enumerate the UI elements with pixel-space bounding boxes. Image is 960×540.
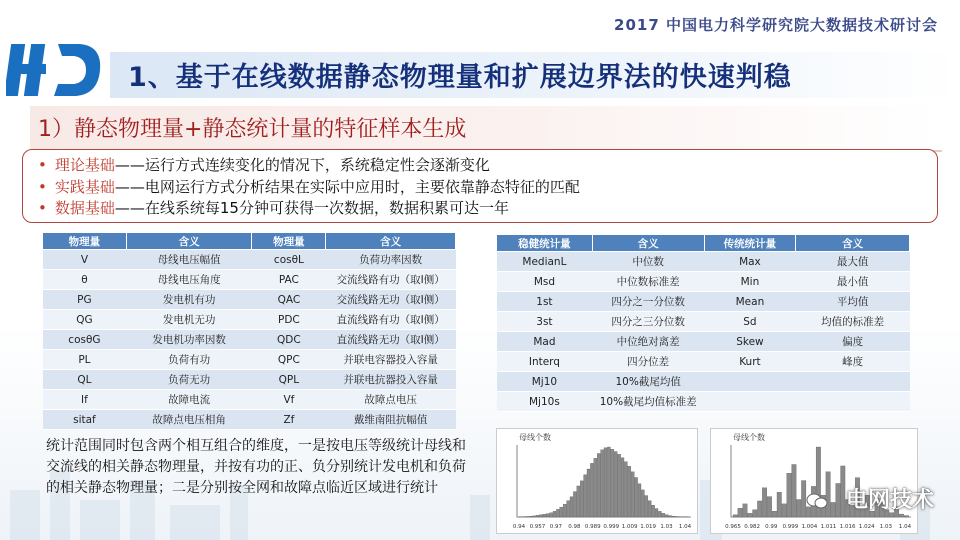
histogram-bar [669,516,672,517]
table-row [43,410,456,430]
table-cell: QG [43,310,127,330]
histogram-bar [658,511,661,517]
histogram-2 [710,428,918,534]
histogram-bar [672,516,675,517]
histogram-bar [580,481,583,517]
histogram-bar [550,513,553,517]
basis-text: ——在线系统每15分钟可获得一次数据，数据积累可达一年 [114,199,509,217]
table-cell: QL [43,370,127,390]
x-tick-label: 0.989 [584,524,601,530]
table-header: 含义 [796,235,910,252]
table-cell: θ [43,270,127,290]
table-header: 传统统计量 [704,235,796,252]
table-cell: Kurt [704,352,796,372]
x-tick-label: 0.97 [549,524,563,530]
histogram-bar [573,492,576,517]
table-cell: 发电机功率因数 [126,330,252,350]
histogram-bar [594,458,597,517]
table-header: 含义 [592,235,704,252]
table-cell: 四分位差 [592,352,704,372]
table-cell: 交流线路无功（取I侧） [326,290,456,310]
table-cell: 负荷无功 [126,370,252,390]
histogram-bar [526,516,529,517]
slide-subtitle: 1）静态物理量+静态统计量的特征样本生成 [38,117,467,142]
table-cell: 中位数 [592,252,704,272]
histogram-bar [836,483,840,517]
table-cell: 交流线路有功（取I侧） [326,270,456,290]
table-header: 稳健统计量 [497,235,593,252]
table-row [43,370,456,390]
histogram-bar [787,473,791,517]
table-cell: 四分之一分位数 [592,292,704,312]
x-tick-label: 1.016 [839,524,856,530]
basis-key: 实践基础 [54,178,115,196]
histogram-bar [587,469,590,517]
table-row [43,350,456,370]
table-cell: 中位数标准差 [592,272,704,292]
histogram-2-svg [711,429,917,533]
table-cell [796,372,910,392]
table-row [497,332,910,352]
table-row [43,270,456,290]
histogram-bar [757,501,761,517]
table-cell: 1st [497,292,593,312]
table-cell: Mad [497,332,593,352]
x-tick-label: 0.957 [529,524,546,530]
table-cell: 最大值 [796,252,910,272]
table-cell: Mean [704,292,796,312]
x-tick-label: 0.999 [782,524,799,530]
histogram-bar [652,505,655,517]
histogram-bar [753,510,757,517]
bullet-icon: • [38,199,47,217]
x-tick-label: 0.99 [765,524,778,530]
table-cell: Max [704,252,796,272]
table-cell [704,392,796,412]
table-header: 含义 [326,233,456,250]
histogram-1 [496,428,698,534]
table-cell: Mj10 [497,372,593,392]
x-tick-label: 1.009 [621,524,638,530]
x-tick-label: 1.04 [678,524,692,530]
wechat-icon [806,492,828,510]
table-row [43,390,456,410]
histogram-bar [904,516,908,517]
histogram-1-svg [497,429,697,533]
table-cell: 负荷功率因数 [326,250,456,270]
histogram-bar [662,513,665,517]
x-tick-label: 0.982 [744,524,760,530]
histogram-bar [831,502,835,517]
histogram-bar [529,516,532,517]
histogram-bar [570,497,573,517]
basis-key: 数据基础 [54,199,115,217]
histogram-bar [738,508,742,517]
table-cell: MedianL [497,252,593,272]
table-cell: 3st [497,312,593,332]
table-cell: PG [43,290,127,310]
company-logo [6,38,106,102]
histogram-bar [655,509,658,517]
table-cell: Mj10s [497,392,593,412]
table-cell: QPC [252,350,326,370]
histogram-bar [624,462,627,517]
y-axis-label: 母线个数 [519,433,551,442]
histogram-bar [546,514,549,517]
table-cell: 母线电压幅值 [126,250,252,270]
physical-quantity-table [42,232,456,430]
table-cell: Min [704,272,796,292]
table-cell: cosθG [43,330,127,350]
histogram-bar [748,513,752,517]
table-cell: 发电机无功 [126,310,252,330]
histogram-bar [648,501,651,517]
basis-text: ——运行方式连续变化的情况下，系统稳定性会逐渐变化 [114,156,490,174]
table-cell [796,392,910,412]
histogram-bar [618,454,621,517]
histogram-bar [767,497,771,517]
histogram-bar [601,450,604,517]
table-row [497,352,910,372]
description-text: 统计范围同时包含两个相互组合的维度，一是按电压等级统计母线和交流线的相关静态物理量，并按有功的正、负分别统计发电机和负荷的相关静态物理量；二是分别按全网和故障点临近区域进行统计 [46,438,466,496]
table-row [497,372,910,392]
histogram-bar [563,504,566,517]
table-cell: 戴维南阻抗幅值 [326,410,456,430]
table-header: 含义 [126,233,252,250]
table-cell: 故障电流 [126,390,252,410]
table-cell: 故障点电压相角 [126,410,252,430]
bullet-icon: • [38,156,47,174]
table-cell: 四分之三分位数 [592,312,704,332]
table-cell: If [43,390,127,410]
table-header: 物理量 [252,233,326,250]
table-cell: 均值的标准差 [796,312,910,332]
table-row [43,290,456,310]
table-cell: cosθL [252,250,326,270]
slide-title: 1、基于在线数据静态物理量和扩展边界法的快速判稳 [128,62,792,93]
table-row [497,252,910,272]
histogram-bar [614,452,617,517]
histogram-bar [665,515,668,517]
histogram-bar [899,514,903,517]
histogram-bar [604,448,607,517]
table-cell: 直流线路有功（取I侧） [326,310,456,330]
table-cell: Vf [252,390,326,410]
histogram-bar [772,511,776,517]
table-cell: 发电机有功 [126,290,252,310]
histogram-bar [792,465,796,518]
x-tick-label: 1.019 [640,524,656,530]
table-cell [704,372,796,392]
table-cell: PL [43,350,127,370]
table-cell: 负荷有功 [126,350,252,370]
statistics-table [496,234,910,412]
histogram-bar [645,496,648,517]
table-cell: 并联电容器投入容量 [326,350,456,370]
histogram-bar [743,504,747,517]
table-cell: 10%截尾均值标准差 [592,392,704,412]
x-tick-label: 1.03 [660,524,673,530]
x-tick-label: 1.004 [801,524,818,530]
x-tick-label: 0.965 [725,524,741,530]
basis-key: 理论基础 [54,156,115,174]
table-cell: Msd [497,272,593,292]
histogram-bar [762,488,766,517]
histogram-bar [641,490,644,517]
x-tick-label: 0.94 [512,524,526,530]
table-row [497,292,910,312]
x-tick-label: 0.999 [603,524,620,530]
basis-text: ——电网运行方式分析结果在实际中应用时，主要依靠静态特征的匹配 [114,178,580,196]
histogram-bar [567,501,570,517]
table-cell: QAC [252,290,326,310]
table-cell: 并联电抗器投入容量 [326,370,456,390]
histogram-bar [597,453,600,517]
histogram-bar [797,500,801,518]
histogram-bar [611,449,614,517]
table-cell: 平均值 [796,292,910,312]
table-cell: V [43,250,127,270]
histogram-bar [607,447,610,517]
histogram-bar [590,463,593,517]
conference-title: 2017 中国电力科学研究院大数据技术研讨会 [614,16,938,34]
histogram-bar [543,514,546,517]
histogram-bar [733,515,737,517]
histogram-bar [536,515,539,517]
x-tick-label: 1.04 [898,524,912,530]
table-cell: 中位绝对离差 [592,332,704,352]
table-cell: 直流线路无功（取I侧） [326,330,456,350]
histogram-bar [556,509,559,517]
table-header: 物理量 [43,233,127,250]
table-cell: 10%截尾均值 [592,372,704,392]
histogram-bar [577,486,580,517]
table-row [43,310,456,330]
table-row [497,272,910,292]
histogram-bar [631,472,634,517]
x-tick-label: 1.03 [879,524,893,530]
histogram-bar [675,516,678,517]
table-row [43,250,456,270]
table-cell: 母线电压角度 [126,270,252,290]
table-row [497,392,910,412]
histogram-bar [638,484,641,517]
histogram-bar [635,477,638,517]
basis-item [38,176,580,197]
watermark: 电网技术 [845,488,934,513]
table-cell: 偏度 [796,332,910,352]
table-cell: 最小值 [796,272,910,292]
table-row [497,312,910,332]
bullet-icon: • [38,178,47,196]
x-tick-label: 1.011 [820,524,837,530]
histogram-bar [584,475,587,517]
x-tick-label: 0.98 [568,524,581,530]
table-row [43,330,456,350]
histogram-bar [560,507,563,517]
table-cell: PAC [252,270,326,290]
basis-item [38,197,509,218]
histogram-bar [782,504,786,517]
histogram-bar [533,516,536,517]
basis-item [38,154,490,175]
table-cell: PDC [252,310,326,330]
histogram-bar [841,466,845,517]
y-axis-label: 母线个数 [733,433,765,442]
table-cell: 峰度 [796,352,910,372]
histogram-bar [621,458,624,517]
histogram-bar [777,492,781,517]
x-tick-label: 1.024 [858,524,875,530]
table-cell: Sd [704,312,796,332]
histogram-bar [553,511,556,517]
table-cell: QDC [252,330,326,350]
table-cell: Interq [497,352,593,372]
table-cell: QPL [252,370,326,390]
table-cell: 故障点电压 [326,390,456,410]
table-cell: Zf [252,410,326,430]
table-cell: sitaf [43,410,127,430]
histogram-bar [628,466,631,517]
histogram-bar [539,515,542,517]
table-cell: Skew [704,332,796,352]
